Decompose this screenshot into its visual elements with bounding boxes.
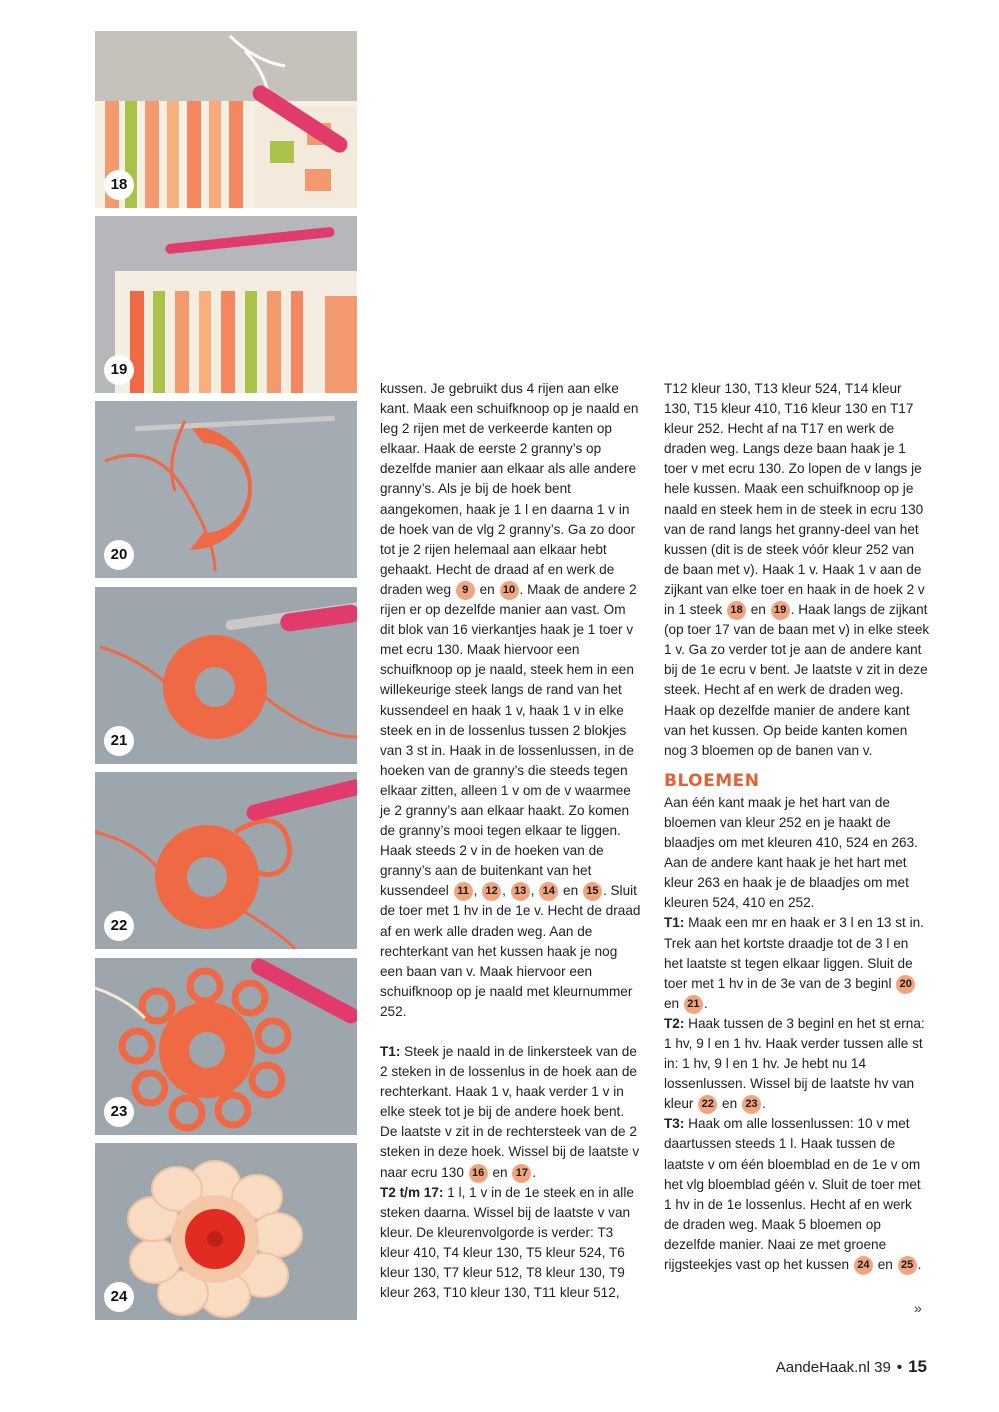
text-column-1: [380, 379, 642, 1303]
crochet-flower-loops-image: [95, 958, 357, 1135]
step-number: 19: [104, 355, 134, 385]
step-badge: 20: [896, 975, 915, 994]
photo-24: [95, 1143, 357, 1320]
continue-arrow-icon: »: [914, 1300, 922, 1316]
step-number: 23: [104, 1097, 134, 1127]
round-label: T2:: [664, 1015, 685, 1031]
step-badge: 21: [684, 995, 703, 1014]
footer-separator: •: [896, 1359, 903, 1376]
page-number: 15: [908, 1357, 927, 1376]
paragraph: T12 kleur 130, T13 kleur 524, T14 kleur 130, T15 kleur 410, T16 kleur 130 en T17 kleur 252. Hecht af na T17 en werk de draden weg. Langs deze baan haak je 1 toer v met ecru 130. Zo lopen de v langs je hele kussen. Maak een schuifknoop op je naald en steek hem in de steek in ecru 130 van de rand langs het granny-deel van het kussen (dit is de steek vóór kleur 252 van de baan met v). Haak 1 v. Haak 1 v aan de zijkant van elke toer en haak in de hoek 2 v in 1 steek 18 en 19 . Haak langs de zijkant (op toer 17 van de baan met v) in elke steek 1 v. Ga zo verder tot je aan de andere kant bij de 1e ecru v bent. Je laatste v zit in deze steek. Hecht af en werk de draden weg. Haak op dezelfde manier de andere kant van het kussen. Op beide kanten komen nog 3 bloemen op de banen van v.: [664, 381, 930, 758]
paragraph: T2 t/m 17: 1 l, 1 v in de 1e steek en in alle steken daarna. Wissel bij de laatste v van kleur. De kleurenvolgorde is verder: T3 kleur 410, T4 kleur 130, T5 kleur 524, T6 kleur 130, T7 kleur 512, T8 kleur 130, T9 kleur 263, T10 kleur 130, T11 kleur 512,: [380, 1184, 634, 1301]
step-badge: 22: [698, 1095, 717, 1114]
round-label: T3:: [664, 1116, 685, 1132]
step-badge: 15: [583, 882, 602, 901]
step-badge: 13: [511, 882, 530, 901]
paragraph: Aan één kant maak je het hart van de bloemen van kleur 252 en je haakt de blaadjes om met kleuren 410, 524 en 263. Aan de andere kant haak je het hart met kleur 263 en haak je de blaadjes om met kleuren 524, 410 en 252.: [664, 794, 918, 911]
photo-19: [95, 216, 357, 393]
page-footer: [776, 1357, 927, 1377]
round-label: T1:: [664, 915, 685, 931]
paragraph: T2: Haak tussen de 3 beginl en het st erna: 1 hv, 9 l en 1 hv. Haak verder tussen alle st in: 1 hv, 9 l en 1 hv. Je hebt nu 14 lossenlussen. Wissel bij de laatste hv van kleur 22 en 23 .: [664, 1014, 930, 1114]
photo-23: [95, 958, 357, 1135]
step-badge: 16: [469, 1164, 488, 1183]
crochet-ring-loops-image: [95, 772, 357, 949]
step-badge: 23: [742, 1095, 761, 1114]
photo-21: [95, 587, 357, 764]
step-badge: 24: [854, 1256, 873, 1275]
crochet-ring-image: [95, 587, 357, 764]
step-number: 18: [104, 170, 134, 200]
step-badge: 9: [456, 581, 475, 600]
photo-20: [95, 401, 357, 578]
round-label: T1:: [380, 1044, 401, 1059]
photo-22: [95, 772, 357, 949]
paragraph: T1: Maak een mr en haak er 3 l en 13 st in. Trek aan het kortste draadje tot de 3 l en het laatste st tegen elkaar liggen. Sluit de toer met 1 hv in de 3e van de 3 beginl 20 en 21 .: [664, 913, 930, 1013]
paragraph: T3: Haak om alle lossenlussen: 10 v met daartussen steeds 1 l. Haak tussen de laatste v om één bloemblad en de 1e v om het vlg bloemblad géén v. Sluit de toer met 1 hv in de 1e lossenlus. Hecht af en werk de draden weg. Maak 5 bloemen op dezelfde manier. Naai ze met groene rijgsteekjes vast op het kussen 24 en 25 .: [664, 1114, 930, 1275]
section-heading: BLOEMEN: [664, 770, 760, 791]
step-badge: 19: [771, 601, 790, 620]
step-number: 21: [104, 726, 134, 756]
crochet-rows-image: [95, 31, 357, 208]
step-number: 22: [104, 911, 134, 941]
paragraph: T1: Steek je naald in de linkersteek van de 2 steken in de lossenlus in de hoek aan de rechterkant. Haak 1 v, haak verder 1 v in elke steek tot je bij de andere hoek bent. De laatste v zit in de rechtersteek van de 2 steken in deze hoek. Wissel bij de laatste v naar ecru 130 16 en 17 .: [380, 1042, 642, 1183]
step-number: 20: [104, 540, 134, 570]
magazine-issue: AandeHaak.nl 39: [775, 1359, 891, 1376]
step-badge: 18: [727, 601, 746, 620]
step-badge: 12: [482, 882, 501, 901]
step-badge: 11: [454, 882, 473, 901]
photo-18: [95, 31, 357, 208]
round-label: T2 t/m 17:: [380, 1184, 444, 1200]
step-badge: 17: [512, 1164, 531, 1183]
paragraph: kussen. Je gebruikt dus 4 rijen aan elke kant. Maak een schuifknoop op je naald en leg 2 rijen met de verkeerde kanten op elkaar. Haak de eerste 2 granny’s op dezelfde manier aan elkaar als alle andere granny’s. Als je bij de hoek bent aangekomen, haak je 1 l en daarna 1 v in de hoek van de vlg 2 granny’s. Ga zo door tot je 2 rijen helemaal aan elkaar hebt gehaakt. Hecht de draad af en werk de draden weg 9 en 10 . Maak de andere 2 rijen er op dezelfde manier aan vast. Om dit blok van 16 vierkantjes haak je 1 toer v met ecru 130. Maak hiervoor een schuifknoop op je naald, steek hem in een willekeurige steek langs de rand van het kussendeel en haak 1 v, haak 1 v in elke steek en in de lossenlus tussen 2 blokjes van 3 st in. Haak in de lossenlussen, in de hoeken van de granny’s die steeds tegen elkaar zitten, alleen 1 v om de v waarmee je 2 granny’s aan elkaar haakt. Zo komen de granny’s mooi tegen elkaar te liggen. Haak steeds 2 v in de hoeken van de granny’s aan de buitenkant van het kussendeel 11 , 12 , 13 , 14 en 15 . Sluit de toer met 1 hv in de 1e v. Hecht de draad af en werk alle draden weg. Aan de rechterkant van het kussen haak je nog een baan van v. Maak hiervoor een schuifknoop op je naald met kleurnummer 252.: [380, 381, 641, 1019]
crochet-rows-image: [95, 216, 357, 393]
text-column-2: [664, 379, 930, 1275]
crochet-finished-flower-image: [95, 1143, 357, 1320]
step-badge: 14: [539, 882, 558, 901]
step-number: 24: [104, 1282, 134, 1312]
crochet-half-ring-image: [95, 401, 357, 578]
step-badge: 25: [898, 1256, 917, 1275]
step-badge: 10: [500, 581, 519, 600]
